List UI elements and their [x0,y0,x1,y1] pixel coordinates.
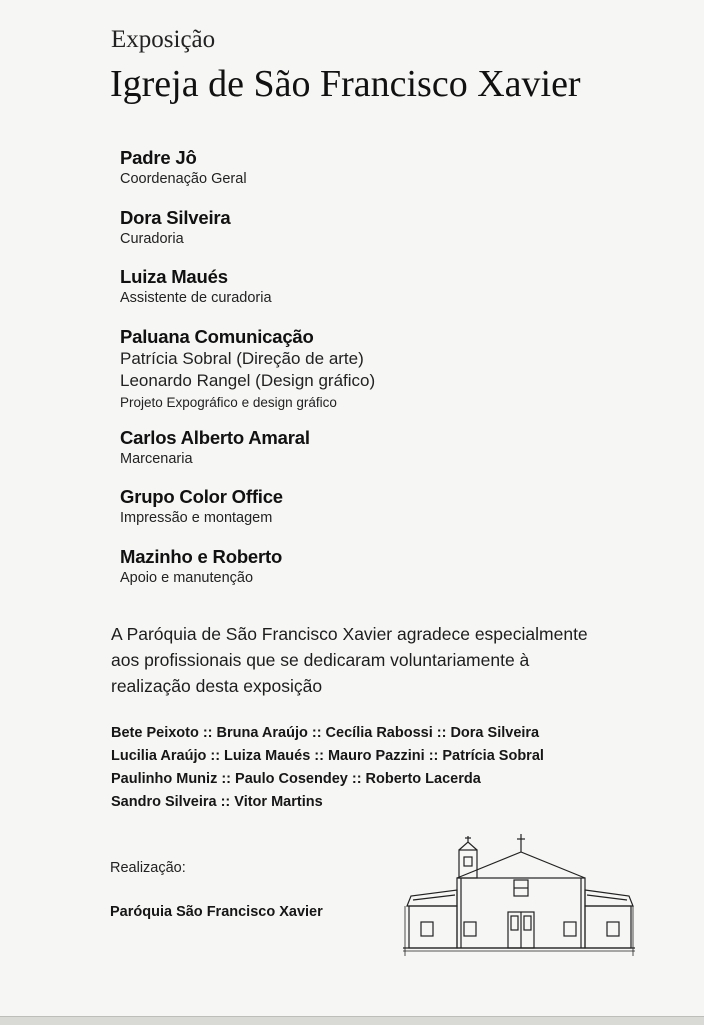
thanks-line: A Paróquia de São Francisco Xavier agradece especialmente [111,624,588,644]
credit-item [120,206,640,266]
volunteers-line: Sandro Silveira :: Vitor Martins [111,794,323,810]
volunteers-line: Paulinho Muniz :: Paulo Cosendey :: Roberto Lacerda [111,771,481,787]
credit-name: Grupo Color Office [120,486,283,507]
credit-person: Leonardo Rangel (Design gráfico) [120,370,376,390]
credit-item [120,545,640,605]
credit-role: Assistente de curadoria [120,290,272,306]
thanks-line: aos profissionais que se dedicaram voluntariamente à [111,650,530,670]
credit-item [120,146,640,206]
thanks-paragraph [111,621,651,699]
credit-item [120,325,640,426]
credit-name: Dora Silveira [120,206,231,228]
credit-name: Luiza Maués [120,266,228,287]
credit-role: Projeto Expográfico e design gráfico [120,394,337,410]
exhibition-kicker: Exposição [111,26,216,53]
credits-list [120,146,640,604]
realization-label: Realização: [110,860,186,876]
credit-role: Marcenaria [120,450,193,467]
credit-role: Impressão e montagem [120,510,273,526]
credit-name: Mazinho e Roberto [120,545,283,567]
volunteers-list [111,722,671,814]
credit-role: Apoio e manutenção [120,569,254,586]
thanks-line: realização desta exposição [111,676,323,696]
volunteers-line: Bete Peixoto :: Bruna Araújo :: Cecília Rabossi :: Dora Silveira [111,725,540,741]
credit-role: Curadoria [120,230,184,247]
credit-name: Padre Jô [120,147,197,168]
credit-role: Coordenação Geral [120,171,247,187]
credit-item [120,485,640,545]
exhibition-title: Igreja de São Francisco Xavier [110,63,581,105]
church-drawing-icon [403,830,635,962]
credit-name: Paluana Comunicação [120,325,314,347]
credit-item [120,265,640,325]
realization-organization: Paróquia São Francisco Xavier [110,904,323,920]
volunteers-line: Lucilia Araújo :: Luiza Maués :: Mauro Pazzini :: Patrícia Sobral [111,748,544,764]
credit-person: Patrícia Sobral (Direção de arte) [120,348,364,368]
credit-name: Carlos Alberto Amaral [120,426,310,448]
credit-item [120,426,640,486]
